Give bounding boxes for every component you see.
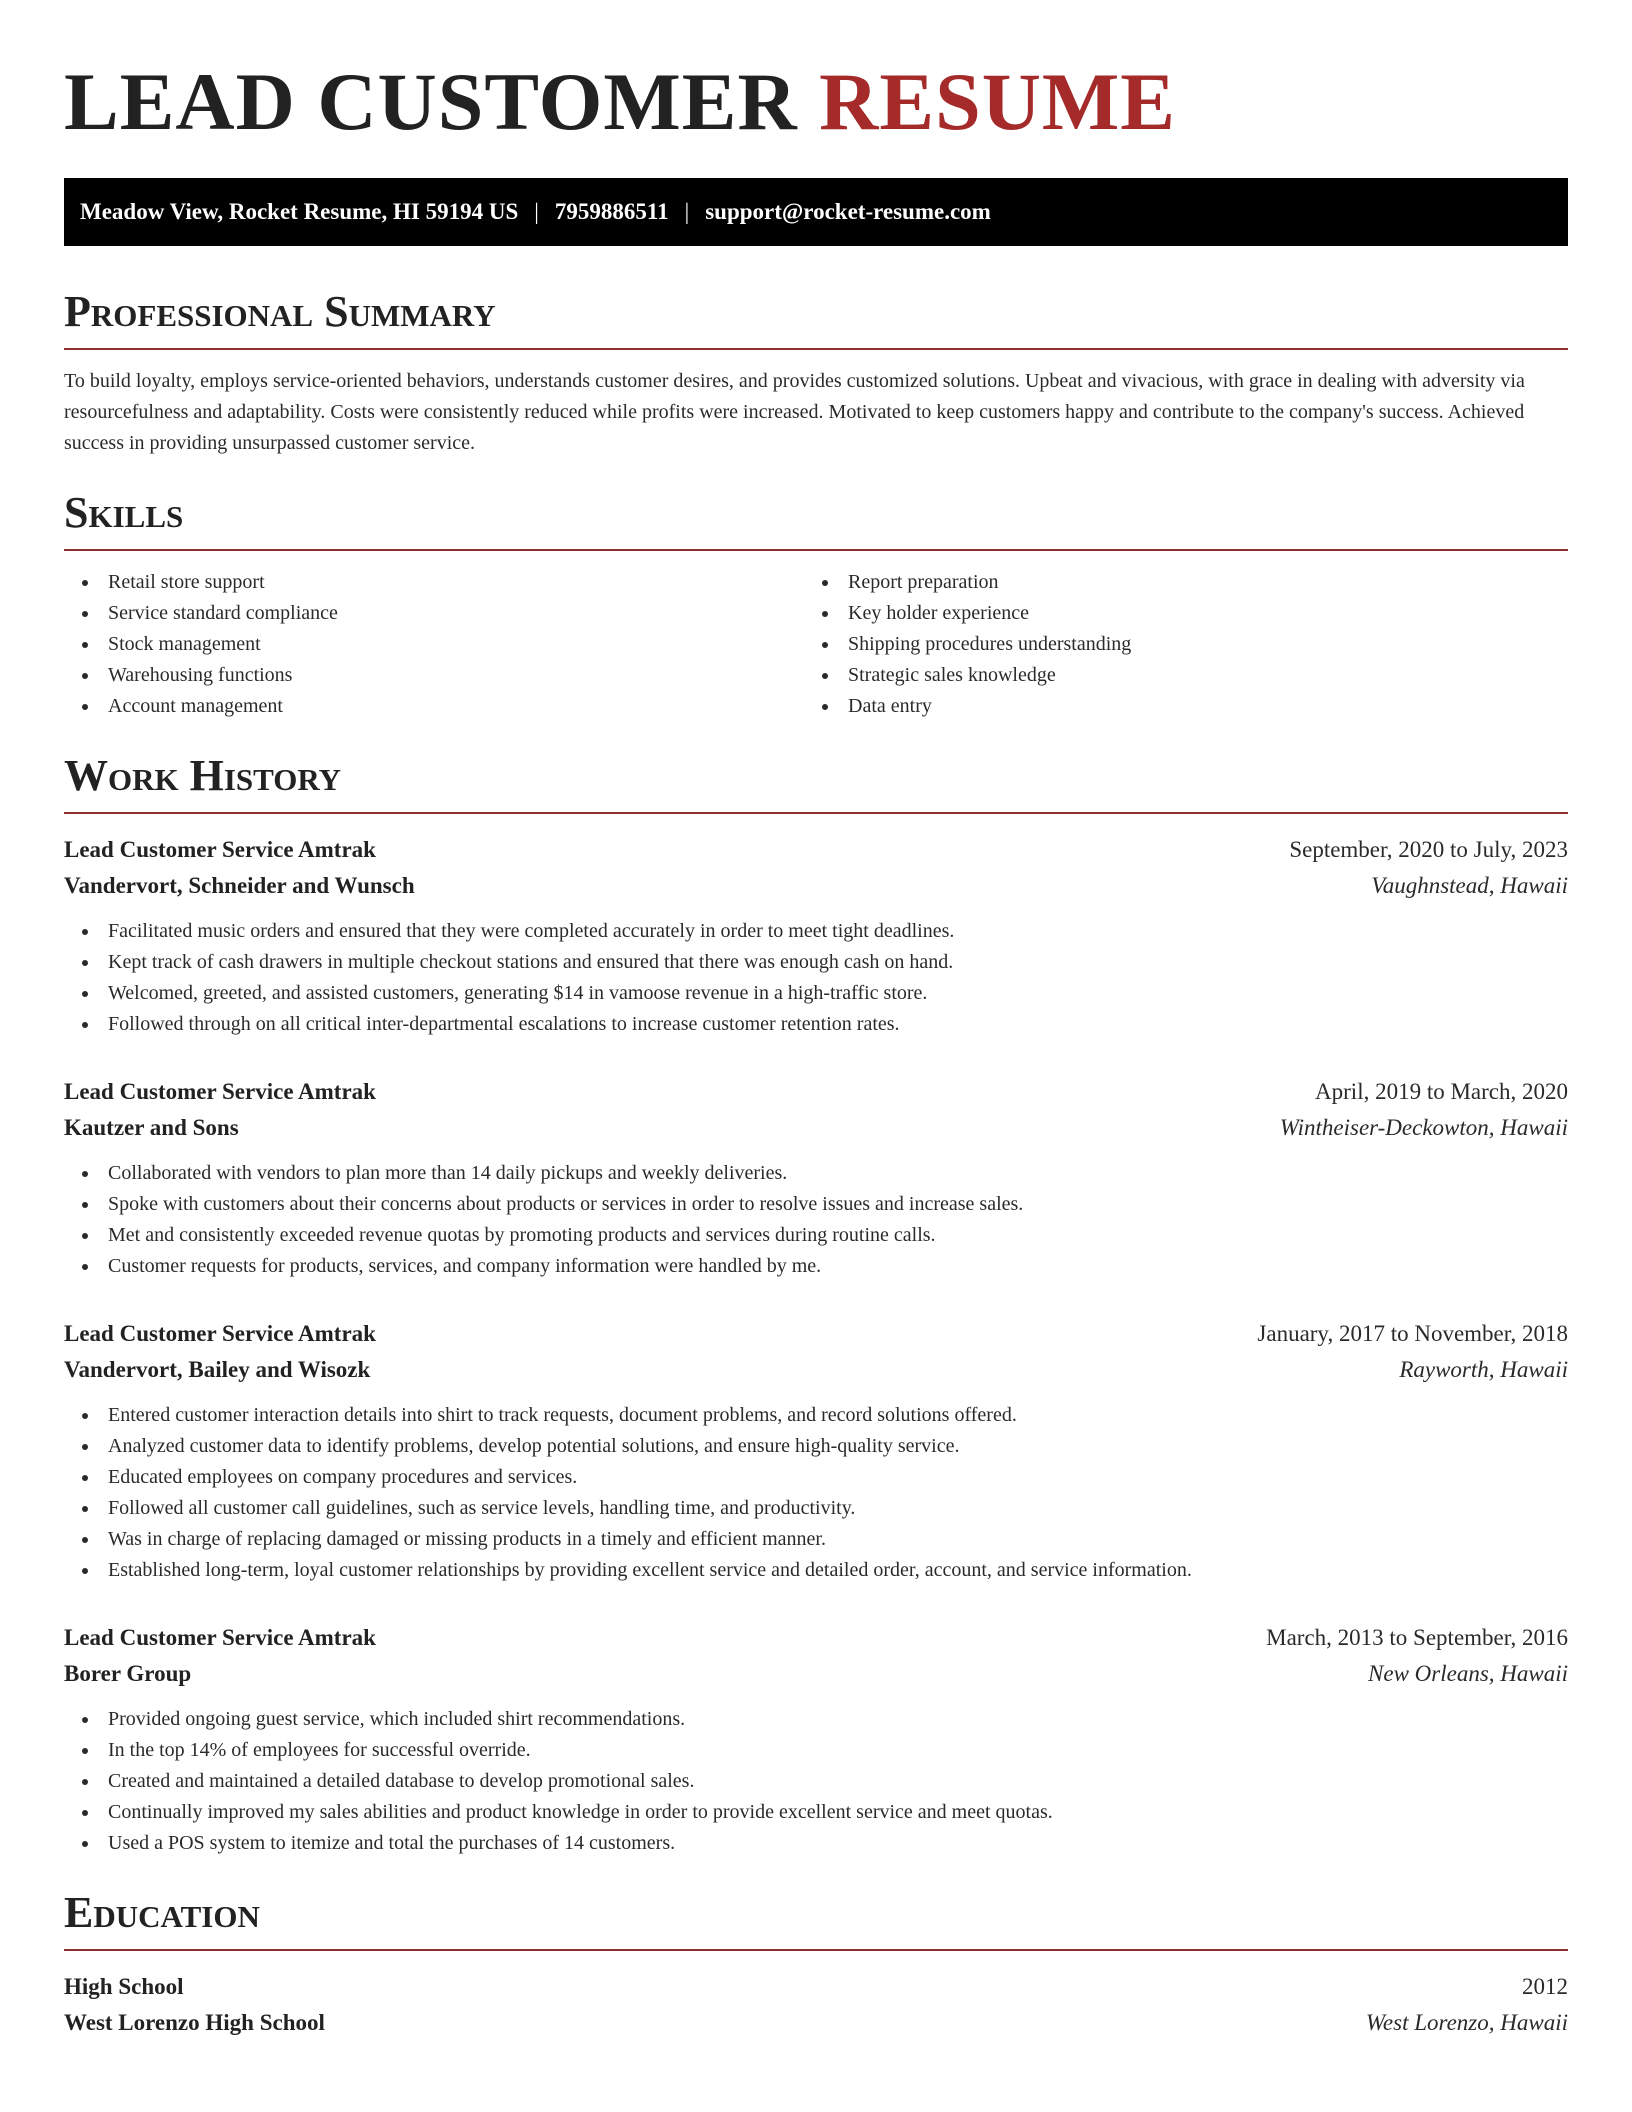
skills-column-left <box>64 567 804 722</box>
job-bullet: Facilitated music orders and ensured that they were completed accurately in order to meet tight deadlines. <box>64 916 1568 947</box>
job-company: Vandervort, Schneider and Wunsch <box>64 873 415 898</box>
education-degree: High School <box>64 1974 184 1999</box>
summary-text: To build loyalty, employs service-oriented behaviors, understands customer desires, and provides customized solutions. Upbeat and vivacious, with grace in dealing with adversity via resourcefulness and adaptability. Costs were consistently reduced while profits were increased. Motivated to keep customers happy and contribute to the company's success. Achieved success in providing unsurpassed customer service. <box>64 370 1525 454</box>
job-bullet: Customer requests for products, services, and company information were handled by me. <box>64 1251 1568 1282</box>
job-header-row <box>64 1316 1568 1352</box>
job-location: Vaughnstead, Hawaii <box>1371 873 1568 898</box>
education-location: West Lorenzo, Hawaii <box>1365 2010 1568 2035</box>
summary-heading: Professional Summary <box>64 286 1568 350</box>
job-bullet: Continually improved my sales abilities and product knowledge in order to provide excellent service and meet quotas. <box>64 1797 1568 1828</box>
contact-bar <box>64 178 1568 246</box>
contact-phone: 7959886511 <box>554 199 669 224</box>
job-bullet: Was in charge of replacing damaged or missing products in a timely and efficient manner. <box>64 1524 1568 1555</box>
skill-item: Shipping procedures understanding <box>804 629 1544 660</box>
job-dates: January, 2017 to November, 2018 <box>1257 1321 1568 1346</box>
skill-item: Report preparation <box>804 567 1544 598</box>
job-company-row <box>64 1352 1568 1388</box>
contact-email: support@rocket-resume.com <box>705 199 991 224</box>
job-company: Kautzer and Sons <box>64 1115 239 1140</box>
job-bullets <box>64 1400 1568 1586</box>
job-header-row <box>64 832 1568 868</box>
contact-separator: | <box>534 199 539 224</box>
skill-item: Retail store support <box>64 567 804 598</box>
job-dates: April, 2019 to March, 2020 <box>1315 1079 1568 1104</box>
job-bullets <box>64 1158 1568 1282</box>
skill-item: Service standard compliance <box>64 598 804 629</box>
job-dates: September, 2020 to July, 2023 <box>1289 837 1568 862</box>
job-company: Borer Group <box>64 1661 192 1686</box>
job-bullet: Kept track of cash drawers in multiple checkout stations and ensured that there was enough cash on hand. <box>64 947 1568 978</box>
job-bullet: Spoke with customers about their concerns about products or services in order to resolve issues and increase sales. <box>64 1189 1568 1220</box>
job-title: Lead Customer Service Amtrak <box>64 1321 376 1346</box>
job-bullet: Educated employees on company procedures and services. <box>64 1462 1568 1493</box>
education-entry <box>64 1969 1568 2041</box>
education-year: 2012 <box>1522 1974 1568 1999</box>
job-bullet: Followed through on all critical inter-departmental escalations to increase customer retention rates. <box>64 1009 1568 1040</box>
job-company-row <box>64 1110 1568 1146</box>
job-bullets <box>64 916 1568 1040</box>
skill-item: Key holder experience <box>804 598 1544 629</box>
job-header-row <box>64 1620 1568 1656</box>
job-title: Lead Customer Service Amtrak <box>64 837 376 862</box>
education-school: West Lorenzo High School <box>64 2010 325 2035</box>
job-location: Rayworth, Hawaii <box>1399 1357 1568 1382</box>
skills-list <box>64 567 1568 722</box>
job-bullet: Entered customer interaction details into shirt to track requests, document problems, and record solutions offered. <box>64 1400 1568 1431</box>
job-dates: March, 2013 to September, 2016 <box>1266 1625 1568 1650</box>
job-company-row <box>64 1656 1568 1692</box>
job-bullet: Followed all customer call guidelines, such as service levels, handling time, and productivity. <box>64 1493 1568 1524</box>
title-accent: RESUME <box>819 56 1176 147</box>
job-location: Wintheiser-Deckowton, Hawaii <box>1279 1115 1568 1140</box>
job-entry <box>64 1316 1568 1586</box>
job-bullet: Analyzed customer data to identify problems, develop potential solutions, and ensure high-quality service. <box>64 1431 1568 1462</box>
job-title: Lead Customer Service Amtrak <box>64 1079 376 1104</box>
work-history-heading: Work History <box>64 750 1568 814</box>
job-title: Lead Customer Service Amtrak <box>64 1625 376 1650</box>
education-degree-row <box>64 1969 1568 2005</box>
contact-separator: | <box>684 199 690 224</box>
job-bullets <box>64 1704 1568 1859</box>
title-main: LEAD CUSTOMER <box>64 56 798 147</box>
job-bullet: Established long-term, loyal customer relationships by providing excellent service and detailed order, account, and service information. <box>64 1555 1568 1586</box>
job-company: Vandervort, Bailey and Wisozk <box>64 1357 371 1382</box>
skill-item: Stock management <box>64 629 804 660</box>
skills-column-right <box>804 567 1544 722</box>
skill-item: Data entry <box>804 691 1544 722</box>
job-bullet: In the top 14% of employees for successful override. <box>64 1735 1568 1766</box>
skills-heading: Skills <box>64 487 1568 551</box>
job-bullet: Used a POS system to itemize and total the purchases of 14 customers. <box>64 1828 1568 1859</box>
contact-address: Meadow View, Rocket Resume, HI 59194 US <box>80 199 519 224</box>
job-bullet: Created and maintained a detailed database to develop promotional sales. <box>64 1766 1568 1797</box>
job-entry <box>64 1074 1568 1282</box>
skill-item: Account management <box>64 691 804 722</box>
education-school-row <box>64 2005 1568 2041</box>
skill-item: Strategic sales knowledge <box>804 660 1544 691</box>
job-location: New Orleans, Hawaii <box>1368 1661 1568 1686</box>
skill-item: Warehousing functions <box>64 660 804 691</box>
job-entry <box>64 832 1568 1040</box>
job-company-row <box>64 868 1568 904</box>
job-bullet: Welcomed, greeted, and assisted customers, generating $14 in vamoose revenue in a high-traffic store. <box>64 978 1568 1009</box>
resume-title <box>64 0 1568 148</box>
job-header-row <box>64 1074 1568 1110</box>
job-entry <box>64 1620 1568 1859</box>
education-heading: Education <box>64 1887 1568 1951</box>
job-bullet: Provided ongoing guest service, which included shirt recommendations. <box>64 1704 1568 1735</box>
job-bullet: Collaborated with vendors to plan more than 14 daily pickups and weekly deliveries. <box>64 1158 1568 1189</box>
job-bullet: Met and consistently exceeded revenue quotas by promoting products and services during routine calls. <box>64 1220 1568 1251</box>
